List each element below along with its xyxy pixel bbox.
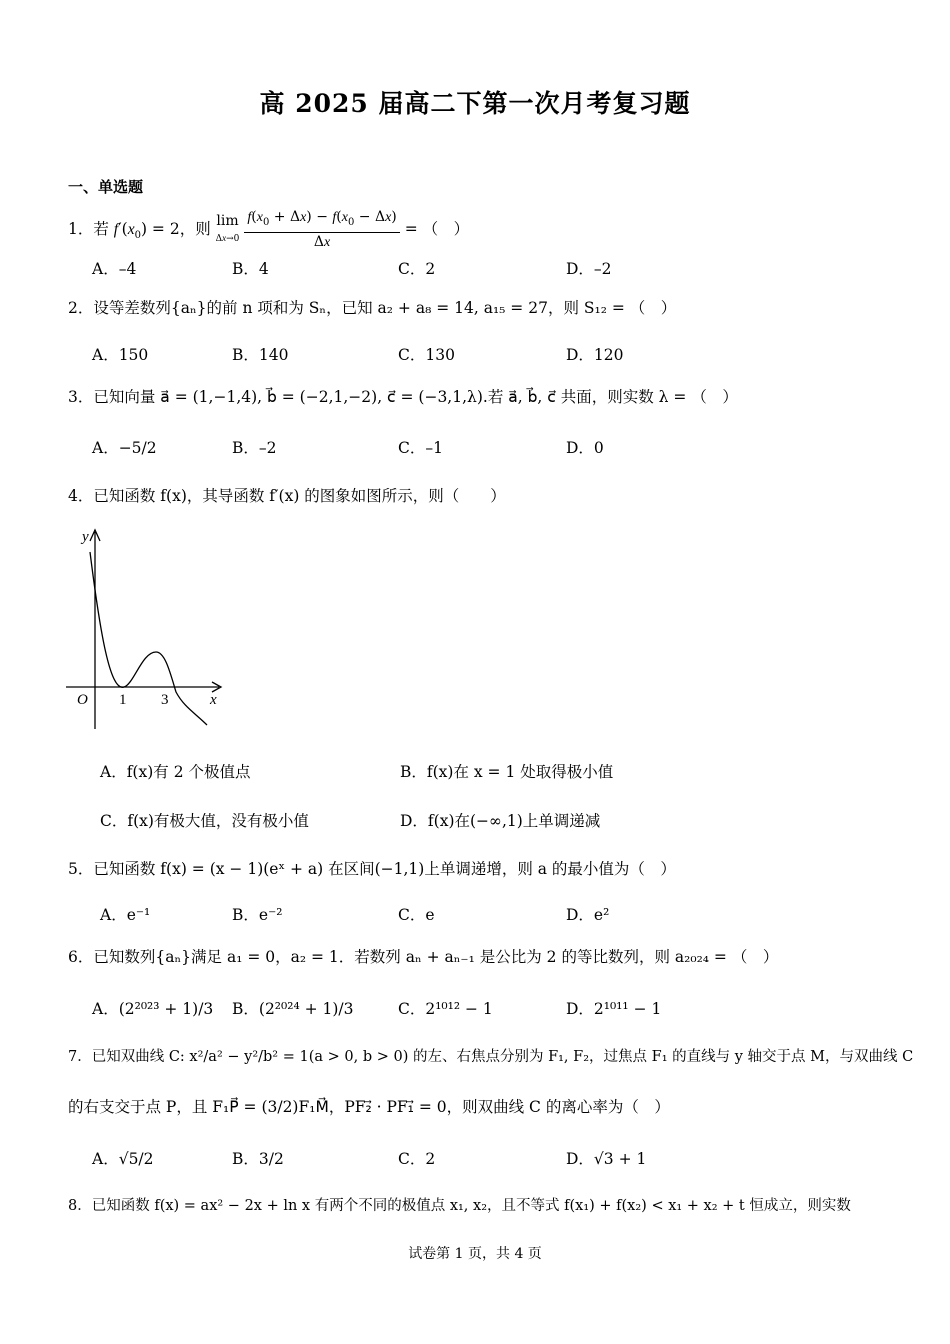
tick-label-1: 1 xyxy=(119,692,127,708)
y-axis-label: y xyxy=(82,529,89,545)
derivative-curve xyxy=(90,552,207,725)
q2-option-d: D．120 xyxy=(566,346,624,364)
q2-option-b: B．140 xyxy=(232,346,289,364)
section-heading: 一、单选题 xyxy=(68,178,144,196)
question-3: 3．已知向量 a⃗ = (1,−1,4), b⃗ = (−2,1,−2), c⃗ = (−3,1,λ).若 a⃗, b⃗, c⃗ 共面，则实数 λ = （ ） xyxy=(68,388,738,406)
derivative-graph xyxy=(66,524,236,739)
question-4: 4．已知函数 f(x)，其导函数 f′(x) 的图象如图所示，则（ ） xyxy=(68,487,506,505)
q2-option-a: A．150 xyxy=(92,346,149,364)
q3-option-d: D．0 xyxy=(566,439,604,457)
q6-option-b: B．(2²⁰²⁴ + 1)/3 xyxy=(232,1000,354,1018)
q7-option-d: D．√3 + 1 xyxy=(566,1150,647,1168)
q6-option-c: C．2¹⁰¹² − 1 xyxy=(398,1000,493,1018)
q3-option-c: C．–1 xyxy=(398,439,443,457)
q1-option-c: C．2 xyxy=(398,260,436,278)
question-1: 1．若 $f'(x_0) = 2$，则 lim Δx→0 $\frac{f(x_0 + \Delta x) - f(x_0 - \Delta x)}{\Delta x}$ = （ ） xyxy=(68,209,470,250)
q5-option-b: B．e⁻² xyxy=(232,906,283,924)
x-axis-label: x xyxy=(210,692,217,708)
q5-option-d: D．e² xyxy=(566,906,610,924)
q4-option-b: B．f(x)在 x = 1 处取得极小值 xyxy=(400,763,614,781)
tick-label-3: 3 xyxy=(161,692,169,708)
q4-option-a: A．f(x)有 2 个极值点 xyxy=(100,763,251,781)
question-7-line-2: 的右支交于点 P，且 F₁P⃗ = (3/2)F₁M⃗，PF₂⃗ · PF₁⃗ = 0，则双曲线 C 的离心率为（ ） xyxy=(68,1098,670,1116)
q2-option-c: C．130 xyxy=(398,346,455,364)
question-7-line-1: 7．已知双曲线 C: x²/a² − y²/b² = 1(a > 0, b > 0) 的左、右焦点分别为 F₁, F₂，过焦点 F₁ 的直线与 y 轴交于点 M，与双曲线 C xyxy=(68,1049,914,1065)
q7-option-a: A．√5/2 xyxy=(92,1150,154,1168)
question-6: 6．已知数列{aₙ}满足 a₁ = 0，a₂ = 1．若数列 aₙ + aₙ₋₁ 是公比为 2 的等比数列，则 a₂₀₂₄ = （ ） xyxy=(68,948,779,966)
page-title: 高 2025 届高二下第一次月考复习题 xyxy=(259,89,691,118)
q4-option-c: C．f(x)有极大值，没有极小值 xyxy=(100,812,309,830)
q6-option-a: A．(2²⁰²³ + 1)/3 xyxy=(92,1000,214,1018)
q1-option-a: A．–4 xyxy=(92,260,137,278)
q6-option-d: D．2¹⁰¹¹ − 1 xyxy=(566,1000,662,1018)
question-2: 2．设等差数列{aₙ}的前 n 项和为 Sₙ，已知 a₂ + a₈ = 14, a₁₅ = 27，则 S₁₂ = （ ） xyxy=(68,299,677,317)
q3-option-b: B．–2 xyxy=(232,439,277,457)
q5-option-c: C．e xyxy=(398,906,435,924)
q1-option-b: B．4 xyxy=(232,260,269,278)
page-footer: 试卷第 1 页，共 4 页 xyxy=(408,1246,542,1262)
question-5: 5．已知函数 f(x) = (x − 1)(eˣ + a) 在区间(−1,1)上单调递增，则 a 的最小值为（ ） xyxy=(68,860,676,878)
q4-option-d: D．f(x)在(−∞,1)上单调递减 xyxy=(400,812,601,830)
origin-label: O xyxy=(77,692,88,708)
q5-option-a: A．e⁻¹ xyxy=(100,906,151,924)
q7-option-c: C．2 xyxy=(398,1150,436,1168)
q3-option-a: A．−5/2 xyxy=(92,439,157,457)
question-8: 8．已知函数 f(x) = ax² − 2x + ln x 有两个不同的极值点 x₁, x₂，且不等式 f(x₁) + f(x₂) < x₁ + x₂ + t 恒成立，则实数 xyxy=(68,1198,851,1214)
q1-option-d: D．–2 xyxy=(566,260,612,278)
q7-option-b: B．3/2 xyxy=(232,1150,284,1168)
